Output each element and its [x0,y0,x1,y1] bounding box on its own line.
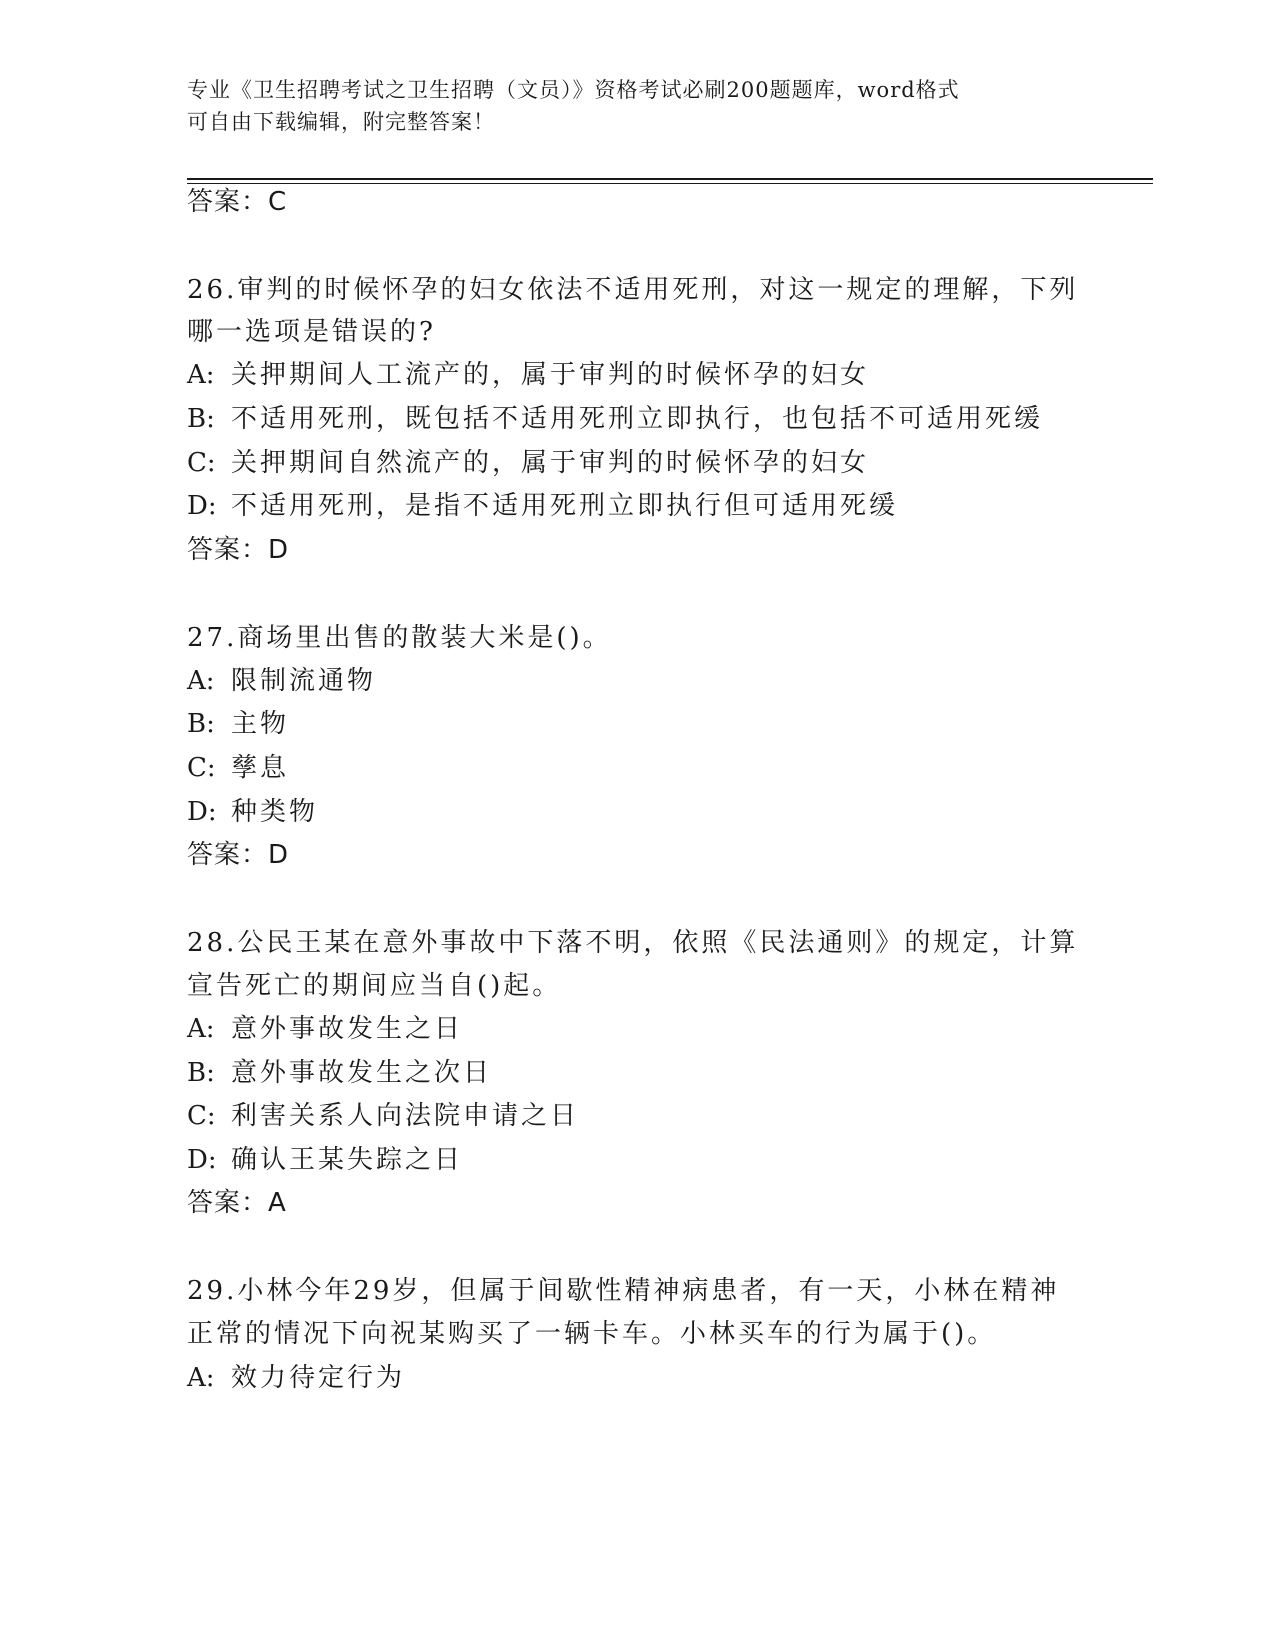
option-label: C: [187,753,216,783]
option-text: 限制流通物 [231,666,377,696]
option-label: D: [187,797,217,827]
option-b [187,706,289,742]
option-label: B: [187,709,215,739]
option-text: 孳息 [231,753,290,783]
option-a [187,663,376,699]
option-label: B: [187,1058,215,1088]
header-line-1: 专业《卫生招聘考试之卫生招聘（文员）》资格考试必刷200题题库，word格式 [187,78,960,102]
header-divider-thin [187,183,1153,184]
option-label: C: [187,1101,216,1131]
answer-line: 答案：D [187,840,290,870]
document-header [187,74,1067,138]
option-c [187,445,869,481]
option-label: A: [187,1363,215,1393]
option-text: 效力待定行为 [231,1363,406,1393]
option-text: 意外事故发生之日 [231,1014,464,1044]
option-a [187,1011,463,1047]
question-stem-continued: 宣告死亡的期间应当自()起。 [187,971,562,1001]
question-stem: 28.公民王某在意外事故中下落不明，依照《民法通则》的规定，计算 [187,928,1079,958]
option-label: D: [187,491,217,521]
option-b [187,401,1043,437]
question-stem: 29.小林今年29岁，但属于间歇性精神病患者，有一天，小林在精神 [187,1276,1060,1306]
question-stem-continued: 正常的情况下向祝某购买了一辆卡车。小林买车的行为属于()。 [187,1319,997,1349]
option-text: 主物 [231,709,290,739]
option-a [187,357,869,393]
option-text: 不适用死刑，是指不适用死刑立即执行但可适用死缓 [231,491,899,521]
option-text: 关押期间自然流产的，属于审判的时候怀孕的妇女 [231,448,870,478]
option-c [187,1098,579,1134]
question-stem-continued: 哪一选项是错误的? [187,317,436,347]
option-d [187,1142,463,1178]
option-text: 关押期间人工流产的，属于审判的时候怀孕的妇女 [231,360,870,390]
option-b [187,1055,492,1091]
option-text: 不适用死刑，既包括不适用死刑立即执行，也包括不可适用死缓 [231,404,1044,434]
option-c [187,750,289,786]
question-stem: 27.商场里出售的散装大米是()。 [187,623,612,653]
option-d [187,794,318,830]
option-label: D: [187,1145,217,1175]
option-a [187,1360,405,1396]
answer-line: 答案：D [187,535,290,565]
answer-line: 答案：A [187,1188,287,1218]
option-label: A: [187,666,215,696]
option-d [187,488,898,524]
answer-line: 答案：C [187,187,288,217]
option-text: 意外事故发生之次日 [231,1058,493,1088]
option-label: C: [187,448,216,478]
question-stem: 26.审判的时候怀孕的妇女依法不适用死刑，对这一规定的理解，下列 [187,275,1079,305]
option-label: A: [187,360,215,390]
option-label: B: [187,404,215,434]
option-label: A: [187,1014,215,1044]
header-line-2: 可自由下载编辑，附完整答案！ [187,110,495,134]
option-text: 种类物 [231,797,319,827]
option-text: 确认王某失踪之日 [231,1145,464,1175]
header-divider [187,178,1153,180]
option-text: 利害关系人向法院申请之日 [231,1101,580,1131]
